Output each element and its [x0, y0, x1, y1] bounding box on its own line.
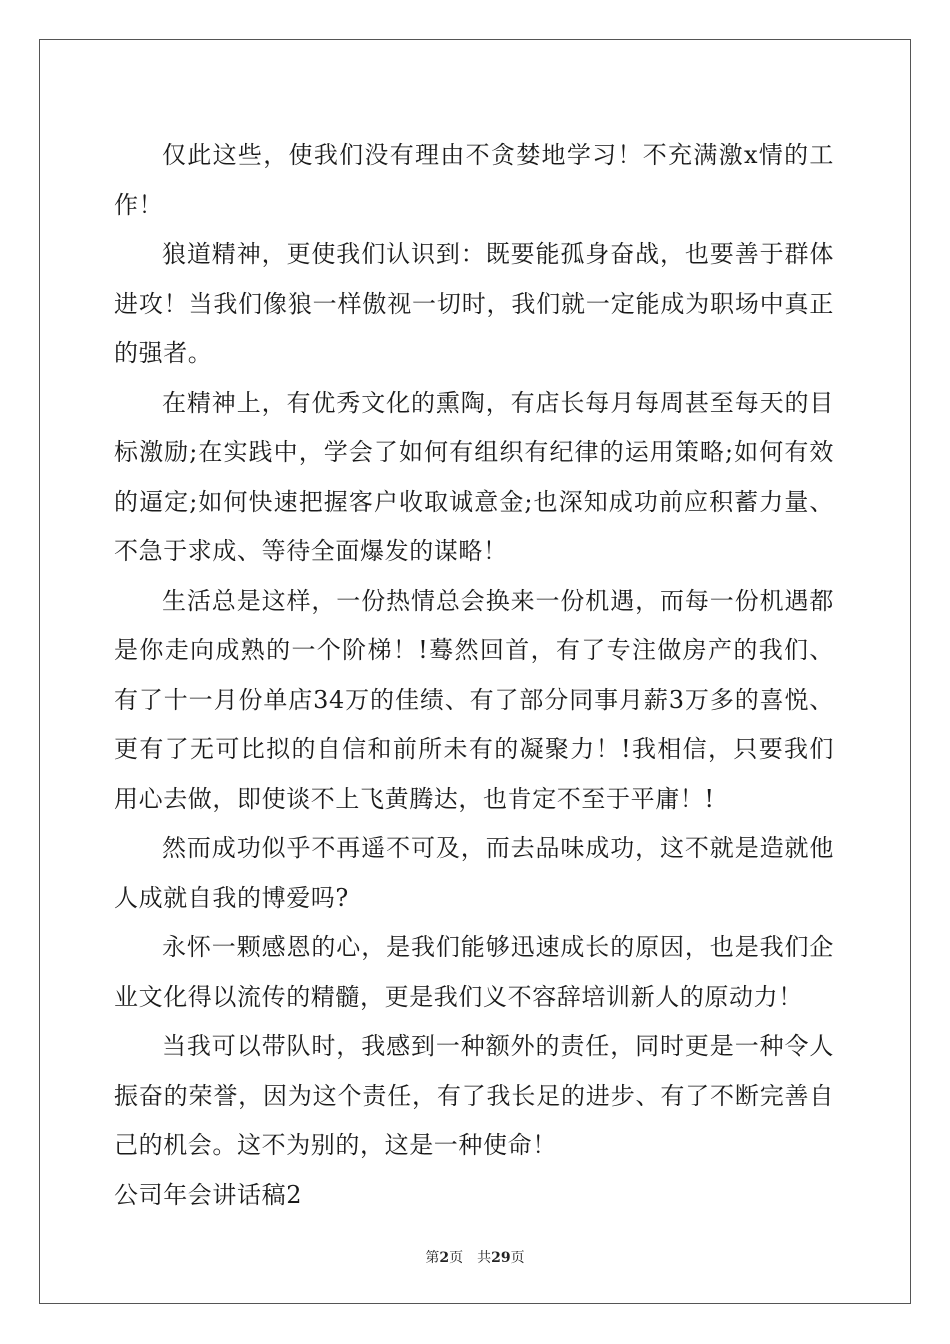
page-footer: [0, 1247, 950, 1267]
page-prefix: 第: [425, 1250, 440, 1266]
document-body: [114, 131, 834, 1220]
paragraph-1: 仅此这些，使我们没有理由不贪婪地学习！不充满激x情的工作！: [114, 141, 834, 219]
total-pages: 29: [491, 1250, 511, 1266]
total-suffix: 页: [510, 1250, 525, 1266]
page-number: 2: [439, 1250, 450, 1266]
section-heading: 公司年会讲话稿2: [114, 1180, 303, 1209]
total-prefix: 共: [477, 1250, 492, 1266]
paragraph-5: 然而成功似乎不再遥不可及，而去品味成功，这不就是造就他人成就自我的博爱吗?: [114, 834, 834, 912]
paragraph-3: 在精神上，有优秀文化的熏陶，有店长每月每周甚至每天的目标激励;在实践中，学会了如何有组织有纪律的运用策略;如何有效的逼定;如何快速把握客户收取诚意金;也深知成功前应积蓄力量、不急于求成、等待全面爆发的谋略！: [114, 388, 834, 565]
page-suffix: 页: [449, 1250, 464, 1266]
paragraph-4: 生活总是这样，一份热情总会换来一份机遇，而每一份机遇都是你走向成熟的一个阶梯！!蓦然回首，有了专注做房产的我们、有了十一月份单店34万的佳绩、有了部分同事月薪3万多的喜悦、更有了无可比拟的自信和前所未有的凝聚力！!我相信，只要我们用心去做，即使谈不上飞黄腾达，也肯定不至于平庸！!: [114, 586, 834, 813]
paragraph-7: 当我可以带队时，我感到一种额外的责任，同时更是一种令人振奋的荣誉，因为这个责任，有了我长足的进步、有了不断完善自己的机会。这不为别的，这是一种使命！: [114, 1032, 834, 1159]
paragraph-6: 永怀一颗感恩的心，是我们能够迅速成长的原因，也是我们企业文化得以流传的精髓，更是我们义不容辞培训新人的原动力！: [114, 933, 834, 1011]
paragraph-2: 狼道精神，更使我们认识到：既要能孤身奋战，也要善于群体进攻！当我们像狼一样傲视一切时，我们就一定能成为职场中真正的强者。: [114, 240, 834, 367]
